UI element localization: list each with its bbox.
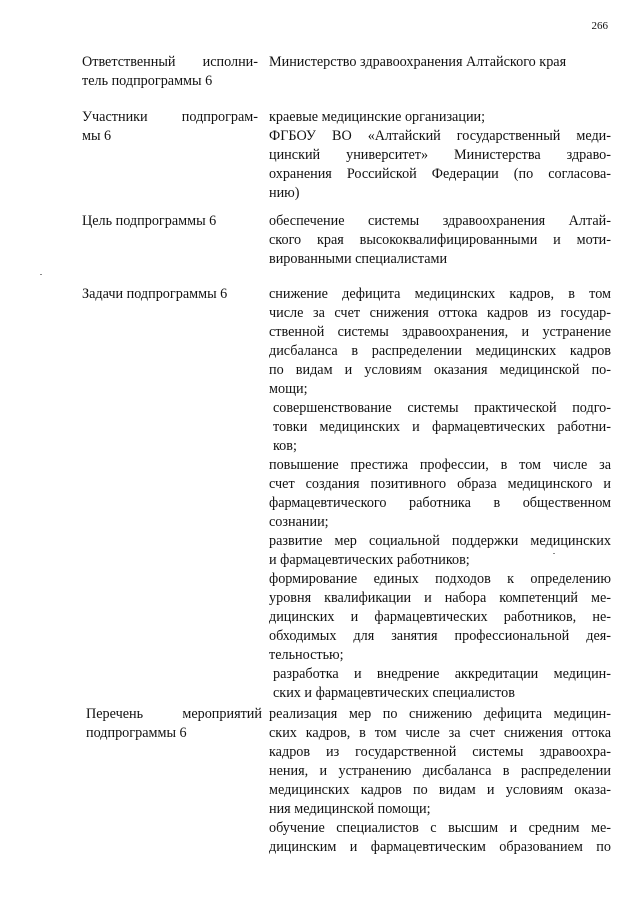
value-line: обучение специалистов с высшим и средним ме-: [269, 820, 611, 836]
label-line: Ответственный исполни-: [82, 54, 258, 70]
value-line: мощи;: [269, 381, 308, 397]
value-line: ского края высококвалифицированными и моти-: [269, 232, 611, 248]
value-line: счет создания позитивного образа медицинского и: [269, 476, 611, 492]
row-value: [269, 53, 611, 72]
value-line: краевые медицинские организации;: [269, 109, 486, 125]
row-label: [82, 285, 258, 304]
value-line: реализация мер по снижению дефицита медицин-: [269, 706, 611, 722]
value-line: охранения Российской Федерации (по согласова-: [269, 166, 611, 182]
label-line: подпрограммы 6: [86, 725, 187, 741]
value-line: ния медицинской помощи;: [269, 801, 431, 817]
value-line: и фармацевтических работников;: [269, 552, 470, 568]
row-value: [269, 705, 611, 857]
value-line: по видам и условиям оказания медицинской по-: [269, 362, 611, 378]
label-line: Цель подпрограммы 6: [82, 213, 217, 229]
value-line: ФГБОУ ВО «Алтайский государственный меди-: [269, 128, 611, 144]
value-line: сознании;: [269, 514, 329, 530]
value-line: фармацевтического работника в общественном: [269, 495, 611, 511]
row-value: [269, 108, 611, 203]
value-line: снижение дефицита медицинских кадров, в том: [269, 286, 611, 302]
value-line: ков;: [273, 438, 297, 454]
value-line: цинский университет» Министерства здраво-: [269, 147, 611, 163]
value-line: кадров из государственной системы здравоохра-: [269, 744, 611, 760]
value-line: дисбаланса в распределении медицинских кадров: [269, 343, 611, 359]
value-line: обходимых для занятия профессиональной дея-: [269, 628, 611, 644]
label-line: Задачи подпрограммы 6: [82, 286, 228, 302]
value-line: числе за счет снижения оттока кадров из государ-: [269, 305, 611, 321]
page-number: 266: [591, 20, 608, 32]
row-label: [82, 53, 258, 91]
value-line: уровня квалификации и набора компетенций ме-: [269, 590, 611, 606]
value-line: совершенствование системы практической подго-: [273, 400, 611, 416]
value-line: товки медицинских и фармацевтических работни-: [273, 419, 611, 435]
row-value: [269, 285, 611, 703]
value-line: медицинских кадров по видам и условиям оказа-: [269, 782, 611, 798]
value-line: тельностью;: [269, 647, 344, 663]
value-line: дицинских и фармацевтических работников, не-: [269, 609, 611, 625]
value-line: формирование единых подходов к определению: [269, 571, 611, 587]
scan-artifact: [40, 274, 42, 275]
value-line: развитие мер социальной поддержки медицинских: [269, 533, 611, 549]
label-line: Перечень мероприятий: [86, 706, 262, 722]
value-line: ских кадров, в том числе за счет снижения оттока: [269, 725, 611, 741]
value-line: ских и фармацевтических специалистов: [273, 685, 515, 701]
row-label: [82, 108, 258, 146]
value-line: повышение престижа профессии, в том числе за: [269, 457, 611, 473]
label-line: Участники подпрограм-: [82, 109, 258, 125]
label-line: тель подпрограммы 6: [82, 73, 213, 89]
scan-artifact: [553, 553, 555, 554]
value-line: ственной системы здравоохранения, и устранение: [269, 324, 611, 340]
value-line: нию): [269, 185, 300, 201]
row-value: [269, 212, 611, 269]
value-line: обеспечение системы здравоохранения Алтай-: [269, 213, 611, 229]
label-line: мы 6: [82, 128, 112, 144]
value-line: Министерство здравоохранения Алтайского края: [269, 54, 567, 70]
row-label: [86, 705, 262, 743]
value-line: нения, и устранению дисбаланса в распределении: [269, 763, 611, 779]
value-line: вированными специалистами: [269, 251, 448, 267]
value-line: дицинским и фармацевтическим образованием по: [269, 839, 611, 855]
value-line: разработка и внедрение аккредитации медицин-: [273, 666, 611, 682]
row-label: [82, 212, 258, 231]
